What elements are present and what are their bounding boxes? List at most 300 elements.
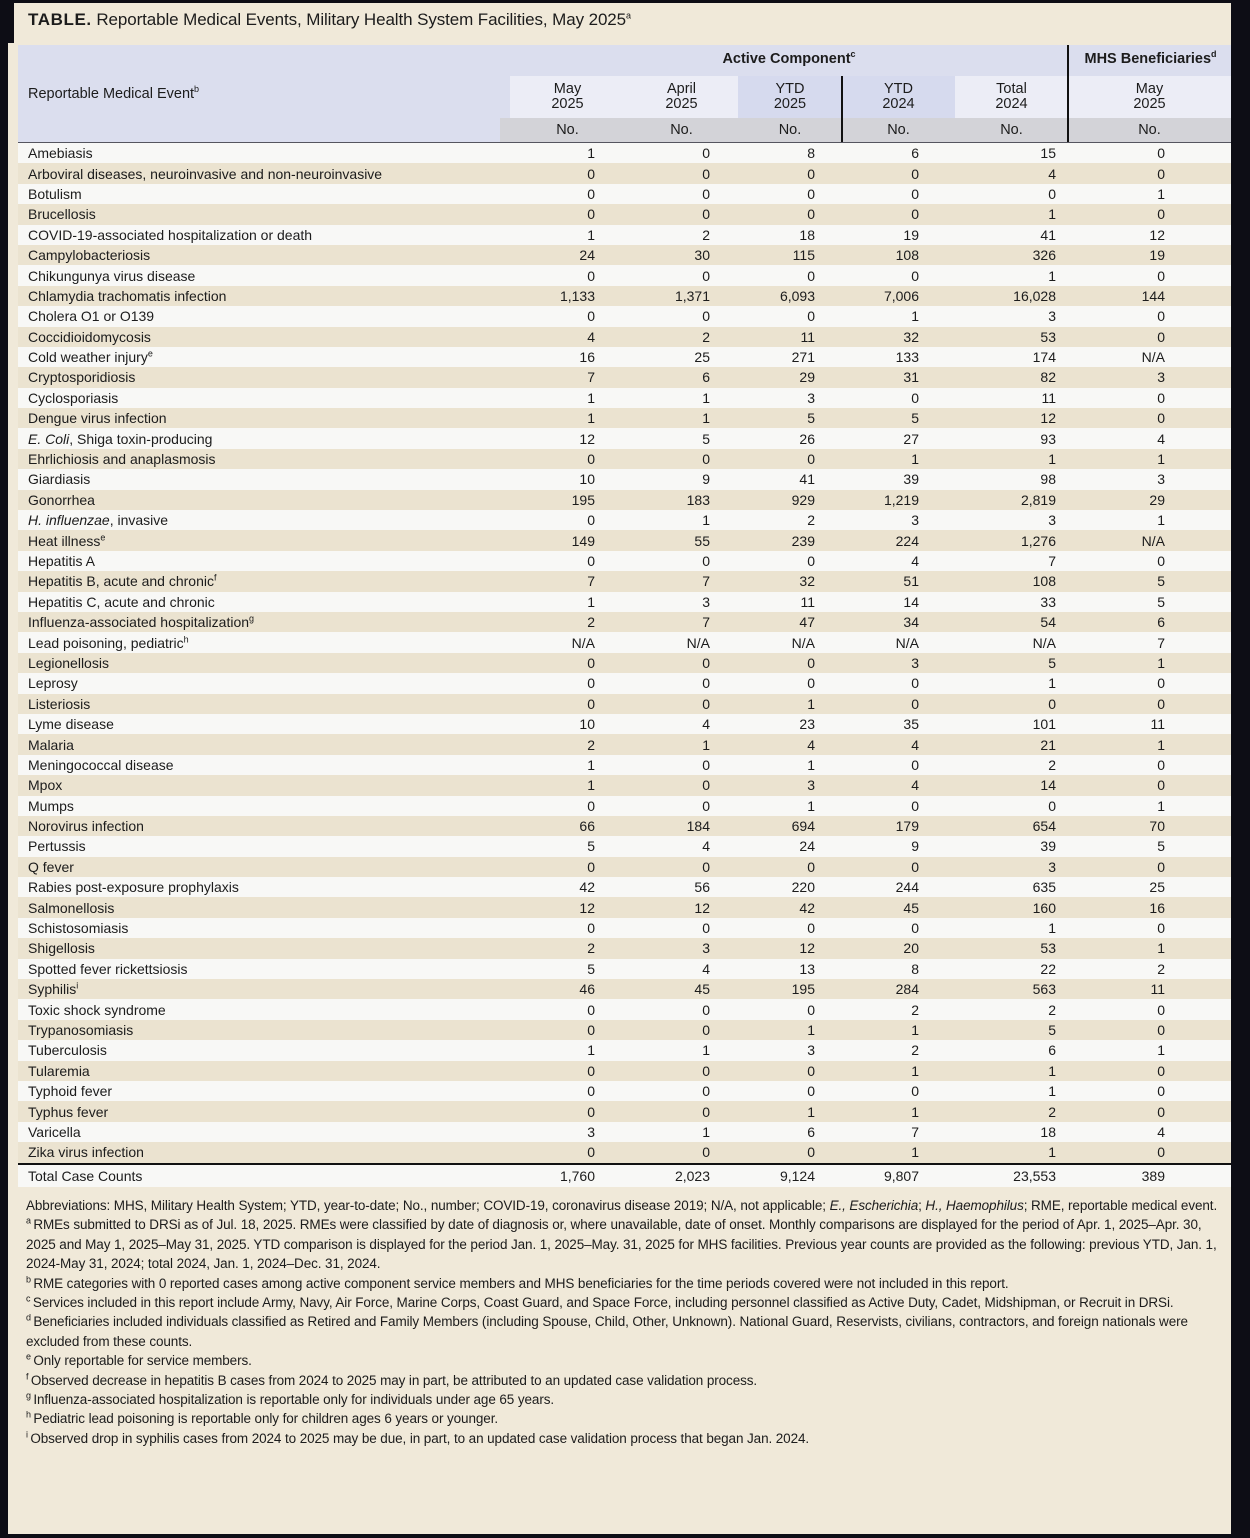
cell-value: 149 (571, 532, 595, 549)
cell-value: 0 (702, 206, 710, 223)
cell-value: 6,093 (779, 287, 815, 304)
cell-value: 0 (1157, 675, 1165, 692)
cell-value: 1 (1048, 267, 1056, 284)
unit-label: No. (1138, 122, 1161, 138)
cell-value: 0 (702, 756, 710, 773)
cell-value: 82 (1040, 369, 1056, 386)
row-label: Lyme disease (28, 716, 114, 733)
cell-value: 0 (807, 267, 815, 284)
cell-value: 0 (702, 1001, 710, 1018)
table-row (18, 1142, 1231, 1162)
cell-value: 0 (587, 858, 595, 875)
cell-value: 7 (587, 369, 595, 386)
cell-value: 11 (800, 593, 815, 610)
cell-value: 4 (1157, 1123, 1165, 1140)
row-label: Listeriosis (28, 695, 91, 712)
cell-value: 0 (807, 654, 815, 671)
cell-value: 3 (807, 777, 815, 794)
cell-value: 0 (807, 185, 815, 202)
table-row (18, 327, 1231, 347)
cell-value: 174 (1032, 349, 1056, 366)
table-row (18, 286, 1231, 306)
cell-value: 0 (587, 797, 595, 814)
table-row (18, 1020, 1231, 1040)
table-row (18, 592, 1231, 612)
cell-value: 33 (1040, 593, 1056, 610)
cell-value: 12 (1040, 410, 1056, 427)
cell-value: 244 (895, 879, 919, 896)
cell-value: 6 (1157, 614, 1165, 631)
cell-value: 41 (1040, 226, 1056, 243)
cell-value: 1 (702, 410, 710, 427)
cell-value: 101 (1032, 716, 1056, 733)
table-row (18, 612, 1231, 632)
cell-value: 0 (587, 1021, 595, 1038)
cell-value: 1 (911, 1103, 919, 1120)
row-label: Hepatitis B, acute and chronic$^f$ (28, 573, 217, 590)
cell-value: 1 (807, 797, 815, 814)
cell-value: 0 (587, 654, 595, 671)
cell-value: 7 (1048, 553, 1056, 569)
row-label: Zika virus infection (28, 1144, 144, 1161)
row-label: Syphilis$^i$ (28, 981, 79, 998)
cell-value: 284 (895, 981, 919, 998)
cell-value: 563 (1032, 981, 1056, 998)
cell-value: 0 (1157, 267, 1165, 284)
cell-value: 1 (1048, 1062, 1056, 1079)
cell-value: 10 (579, 716, 595, 733)
table-row (18, 510, 1231, 530)
page-edge-bottom (0, 1534, 1250, 1538)
cell-value: 3 (1048, 512, 1056, 529)
row-label: Meningococcal disease (28, 756, 174, 773)
cell-value: 12 (579, 899, 595, 916)
cell-value: 6 (702, 369, 710, 386)
cell-value: 42 (579, 879, 595, 896)
cell-value: 2 (1048, 1001, 1056, 1018)
row-label: Dengue virus infection (28, 410, 167, 427)
cell-value: 0 (1157, 1103, 1165, 1120)
cell-value: 1 (807, 695, 815, 712)
table-row (18, 1081, 1231, 1101)
cell-value: 0 (702, 858, 710, 875)
cell-value: 3 (1048, 858, 1056, 875)
row-header-label: Reportable Medical Event$^b$ (28, 83, 200, 102)
cell-value: 4 (911, 777, 919, 794)
cell-value: 0 (587, 1103, 595, 1120)
cell-value: 4 (911, 553, 919, 569)
cell-value: 0 (807, 308, 815, 325)
cell-value: 1 (1157, 451, 1165, 468)
cell-value: 1 (1048, 1083, 1056, 1100)
cell-value: 1 (1048, 920, 1056, 937)
table-row (18, 347, 1231, 367)
cell-value: 16 (1149, 899, 1165, 916)
row-label: Coccidioidomycosis (28, 328, 151, 345)
footnote-h: $^h$ Pediatric lead poisoning is reportable only for children ages 6 years or younger. (26, 1409, 498, 1427)
cell-value: 0 (911, 756, 919, 773)
cell-value: 0 (702, 185, 710, 202)
cell-value: 22 (1040, 960, 1056, 977)
cell-value: 3 (1157, 471, 1165, 488)
column-header-2: April 2025 (625, 76, 738, 118)
cell-value: 326 (1032, 247, 1056, 264)
cell-value: 16,028 (1013, 287, 1056, 304)
cell-value: 0 (587, 512, 595, 529)
row-label: Schistosomiasis (28, 920, 129, 937)
cell-value: 45 (903, 899, 919, 916)
cell-value: 53 (1040, 940, 1056, 957)
cell-value: 2 (702, 226, 710, 243)
cell-value: 9 (702, 471, 710, 488)
cell-value: 24 (579, 247, 595, 264)
table-row (18, 755, 1231, 775)
cell-value: 0 (1157, 858, 1165, 875)
table-row (18, 775, 1231, 795)
table-row (18, 571, 1231, 591)
cell-value: 14 (903, 593, 919, 610)
cell-value: 6 (911, 145, 919, 162)
row-label: Leprosy (28, 675, 78, 692)
row-label: Tuberculosis (28, 1042, 107, 1059)
table-row (18, 204, 1231, 224)
page-edge-corner-block (0, 0, 14, 43)
row-label: Typhus fever (28, 1103, 109, 1120)
cell-value: 27 (903, 430, 919, 447)
cell-value: 54 (1040, 614, 1056, 631)
table-row (18, 1061, 1231, 1081)
row-label: Malaria (28, 736, 74, 753)
cell-value: 0 (1157, 920, 1165, 937)
cell-value: 10 (579, 471, 595, 488)
cell-value: 1 (587, 145, 595, 162)
cell-value: 0 (702, 1103, 710, 1120)
cell-value: 7 (1157, 634, 1165, 651)
cell-value: 1 (1048, 451, 1056, 468)
column-header-5: Total 2024 (955, 76, 1068, 118)
cell-value: 0 (911, 675, 919, 692)
cell-value: 7 (587, 573, 595, 590)
cell-value: 115 (792, 247, 815, 264)
table-row (18, 530, 1231, 550)
page-edge-left (0, 0, 8, 1538)
cell-value: 108 (895, 247, 919, 264)
cell-value: 2 (911, 1042, 919, 1059)
cell-value: 11 (1150, 981, 1165, 998)
cell-value: 184 (686, 818, 710, 835)
cell-value: 0 (702, 1021, 710, 1038)
cell-value: N/A (1032, 634, 1056, 651)
cell-value: 2 (911, 1001, 919, 1018)
table-row (18, 245, 1231, 265)
cell-value: 3 (911, 512, 919, 529)
cell-value: 0 (1157, 695, 1165, 712)
cell-value: 13 (799, 960, 815, 977)
cell-value: 0 (1157, 1144, 1165, 1161)
cell-value: 45 (694, 981, 710, 998)
cell-value: 0 (587, 1083, 595, 1100)
cell-value: 32 (903, 328, 919, 345)
cell-value: 0 (587, 1001, 595, 1018)
row-label: Total Case Counts (28, 1167, 143, 1184)
cell-value: 9 (911, 838, 919, 855)
cell-value: 1 (807, 756, 815, 773)
unit-label: No. (1000, 122, 1023, 138)
cell-value: 4 (702, 960, 710, 977)
cell-value: 0 (1157, 308, 1165, 325)
cell-value: 0 (1157, 165, 1165, 182)
row-label: Cyclosporiasis (28, 389, 119, 406)
cell-value: 0 (807, 858, 815, 875)
cell-value: 0 (1157, 1083, 1165, 1100)
row-label: Ehrlichiosis and anaplasmosis (28, 451, 216, 468)
cell-value: 12 (1149, 226, 1165, 243)
cell-value: 5 (1048, 1021, 1056, 1038)
reportable-events-table (18, 45, 1231, 1187)
cell-value: 0 (807, 206, 815, 223)
cell-value: 3 (807, 389, 815, 406)
row-label: Shigellosis (28, 940, 95, 957)
table-row (18, 225, 1231, 245)
cell-value: 30 (694, 247, 710, 264)
cell-value: 0 (702, 1144, 710, 1161)
row-label: Mumps (28, 797, 74, 814)
cell-value: 35 (903, 716, 919, 733)
cell-value: 20 (903, 940, 919, 957)
row-label: Lead poisoning, pediatric$^h$ (28, 634, 189, 651)
cell-value: 11 (800, 328, 815, 345)
footnote-c: $^c$ Services included in this report include Army, Navy, Air Force, Marine Corps, Coast Guard, and Space Force, including personnel classified as Active Duty, Cadet, Midshipman, or Recruit in DRSi. (26, 1293, 1174, 1311)
table-row (18, 694, 1231, 714)
cell-value: 23,553 (1013, 1167, 1056, 1184)
cell-value: 0 (911, 920, 919, 937)
cell-value: 1 (1157, 797, 1165, 814)
row-label: Gonorrhea (28, 491, 95, 508)
cell-value: 0 (702, 451, 710, 468)
cell-value: N/A (1141, 532, 1165, 549)
cell-value: 0 (587, 165, 595, 182)
cell-value: 31 (903, 369, 919, 386)
cell-value: 98 (1040, 471, 1056, 488)
table-row (18, 897, 1231, 917)
cell-value: 29 (1149, 491, 1165, 508)
cell-value: 9,807 (883, 1167, 919, 1184)
cell-value: 0 (587, 1144, 595, 1161)
row-header-footnote-marker: b (194, 83, 200, 94)
cell-value: 4 (702, 716, 710, 733)
cell-value: 46 (579, 981, 595, 998)
cell-value: 5 (1157, 573, 1165, 590)
column-header-6: May 2025 (1068, 76, 1231, 118)
cell-value: 1 (1048, 675, 1056, 692)
column-headers-row (18, 76, 1231, 118)
cell-value: 0 (1157, 1062, 1165, 1079)
table-row (18, 306, 1231, 326)
cell-value: 1 (587, 593, 595, 610)
unit-label: No. (887, 122, 910, 138)
total-row (18, 1163, 1231, 1187)
cell-value: 0 (911, 1083, 919, 1100)
cell-value: 5 (587, 960, 595, 977)
table-row (18, 918, 1231, 938)
cell-value: 51 (903, 573, 919, 590)
cell-value: 7,006 (883, 287, 919, 304)
cell-value: 12 (579, 430, 595, 447)
cell-value: N/A (571, 634, 595, 651)
cell-value: 4 (587, 328, 595, 345)
table-row (18, 979, 1231, 999)
table-row (18, 632, 1231, 652)
row-label: Trypanosomiasis (28, 1021, 134, 1038)
footnote-a: $^a$ RMEs submitted to DRSi as of Jul. 18, 2025. RMEs were classified by date of diagnosis or, where unavailable, date of onset. Monthly comparisons are displayed for the period of Apr. 1, 2025–Apr. 30, 2025 and May 1, 2025–May 31, 2025. YTD comparison is displayed for the period Jan. 1, 2025–May. 31, 2025 for MHS facilities. Previous year counts are provided as the following: previous YTD, Jan. 1, 2024-May 31, 2024; total 2024, Jan. 1, 2024–Dec. 31, 2024. (26, 1215, 1217, 1272)
cell-value: 0 (1157, 756, 1165, 773)
row-label: Cholera O1 or O139 (28, 308, 155, 325)
table-row (18, 163, 1231, 183)
footnote-f: $^f$ Observed decrease in hepatitis B cases from 2024 to 2025 may in part, be attributed to an updated case validation process. (26, 1371, 758, 1388)
row-label: Botulism (28, 185, 82, 202)
cell-value: 0 (807, 1083, 815, 1100)
cell-value: 0 (587, 1062, 595, 1079)
cell-value: 4 (1157, 430, 1165, 447)
cell-value: 0 (807, 1001, 815, 1018)
cell-value: 55 (694, 532, 710, 549)
cell-value: 14 (1040, 777, 1056, 794)
cell-value: 0 (587, 451, 595, 468)
cell-value: 2 (1048, 1103, 1056, 1120)
table-row (18, 143, 1231, 163)
cell-value: 1,760 (559, 1167, 595, 1184)
cell-value: 47 (799, 614, 815, 631)
table-row (18, 469, 1231, 489)
row-label: Heat illness$^e$ (28, 532, 106, 549)
table-row (18, 734, 1231, 754)
footnote-g: $^g$ Influenza-associated hospitalization is reportable only for individuals under age 65 years. (26, 1390, 555, 1408)
group-header-active-component: Active Component$^c$ (722, 49, 856, 67)
cell-value: 195 (791, 981, 815, 998)
column-header-3: YTD 2025 (738, 76, 842, 118)
cell-value: 0 (911, 797, 919, 814)
table-row (18, 816, 1231, 836)
cell-value: 2,023 (674, 1167, 710, 1184)
cell-value: 0 (702, 777, 710, 794)
cell-value: 18 (799, 226, 815, 243)
column-header-1: May 2025 (510, 76, 625, 118)
cell-value: 15 (1040, 145, 1056, 162)
cell-value: 1 (702, 736, 710, 753)
cell-value: 7 (702, 614, 710, 631)
table-row (18, 449, 1231, 469)
cell-value: 5 (1157, 593, 1165, 610)
cell-value: 0 (587, 267, 595, 284)
cell-value: 0 (1157, 389, 1165, 406)
cell-value: 0 (702, 654, 710, 671)
cell-value: 16 (579, 349, 595, 366)
cell-value: 0 (702, 675, 710, 692)
row-label: Tularemia (28, 1062, 90, 1079)
cell-value: 133 (895, 349, 919, 366)
table-title-footnote-marker: a (626, 10, 631, 21)
cell-value: 1 (1157, 185, 1165, 202)
table-row (18, 265, 1231, 285)
table-row (18, 1101, 1231, 1121)
row-label: Norovirus infection (28, 818, 144, 835)
cell-value: 9,124 (779, 1167, 815, 1184)
row-label: Spotted fever rickettsiosis (28, 960, 188, 977)
cell-value: 0 (911, 165, 919, 182)
cell-value: 694 (791, 818, 815, 835)
cell-value: 1 (911, 1144, 919, 1161)
table-row (18, 551, 1231, 571)
cell-value: 23 (799, 716, 815, 733)
table-row (18, 388, 1231, 408)
row-label: Hepatitis C, acute and chronic (28, 593, 215, 610)
cell-value: 0 (587, 206, 595, 223)
cell-value: 5 (702, 430, 710, 447)
table-row (18, 1122, 1231, 1142)
cell-value: 70 (1149, 818, 1165, 835)
cell-value: 144 (1141, 287, 1165, 304)
cell-value: 1 (1157, 940, 1165, 957)
table-row (18, 796, 1231, 816)
cell-value: 0 (587, 695, 595, 712)
row-label: Chikungunya virus disease (28, 267, 196, 284)
cell-value: 1 (1157, 1042, 1165, 1059)
cell-value: 25 (1149, 879, 1165, 896)
cell-value: N/A (791, 634, 815, 651)
table-row (18, 714, 1231, 734)
cell-value: 0 (807, 553, 815, 569)
cell-value: 1 (1157, 512, 1165, 529)
cell-value: 1 (1048, 1144, 1056, 1161)
cell-value: 1 (1157, 736, 1165, 753)
cell-value: 0 (807, 451, 815, 468)
cell-value: 29 (799, 369, 815, 386)
cell-value: 8 (911, 960, 919, 977)
cell-value: 0 (911, 695, 919, 712)
row-label: Campylobacteriosis (28, 247, 151, 264)
table-row (18, 428, 1231, 448)
cell-value: 0 (1157, 553, 1165, 569)
table-row (18, 938, 1231, 958)
cell-value: 0 (1157, 328, 1165, 345)
table-row (18, 1040, 1231, 1060)
cell-value: 0 (587, 308, 595, 325)
cell-value: 2 (587, 736, 595, 753)
row-label: Chlamydia trachomatis infection (28, 287, 227, 304)
cell-value: 41 (799, 471, 815, 488)
table-row (18, 408, 1231, 428)
cell-value: 1,219 (883, 491, 919, 508)
cell-value: 1 (587, 226, 595, 243)
active-component-footnote-marker: c (850, 49, 856, 60)
footnote-abbreviations: Abbreviations: MHS, Military Health System; YTD, year-to-date; No., number; COVID-19, coronavirus disease 2019; N/A, not applicable; E., Escherichia; H., Haemophilus; RME, reportable medical event. (26, 1198, 1218, 1213)
row-label: Cold weather injury$^e$ (28, 349, 153, 366)
cell-value: 3 (702, 940, 710, 957)
cell-value: 1 (587, 777, 595, 794)
cell-value: 0 (1048, 695, 1056, 712)
cell-value: N/A (1141, 349, 1165, 366)
cell-value: 108 (1032, 573, 1056, 590)
cell-value: 1 (702, 1042, 710, 1059)
cell-value: 179 (895, 818, 919, 835)
cell-value: 4 (702, 838, 710, 855)
cell-value: 3 (587, 1123, 595, 1140)
cell-value: 635 (1032, 879, 1056, 896)
cell-value: 2 (702, 328, 710, 345)
cell-value: 1 (807, 1103, 815, 1120)
cell-value: N/A (686, 634, 710, 651)
row-label: Cryptosporidiosis (28, 369, 136, 386)
